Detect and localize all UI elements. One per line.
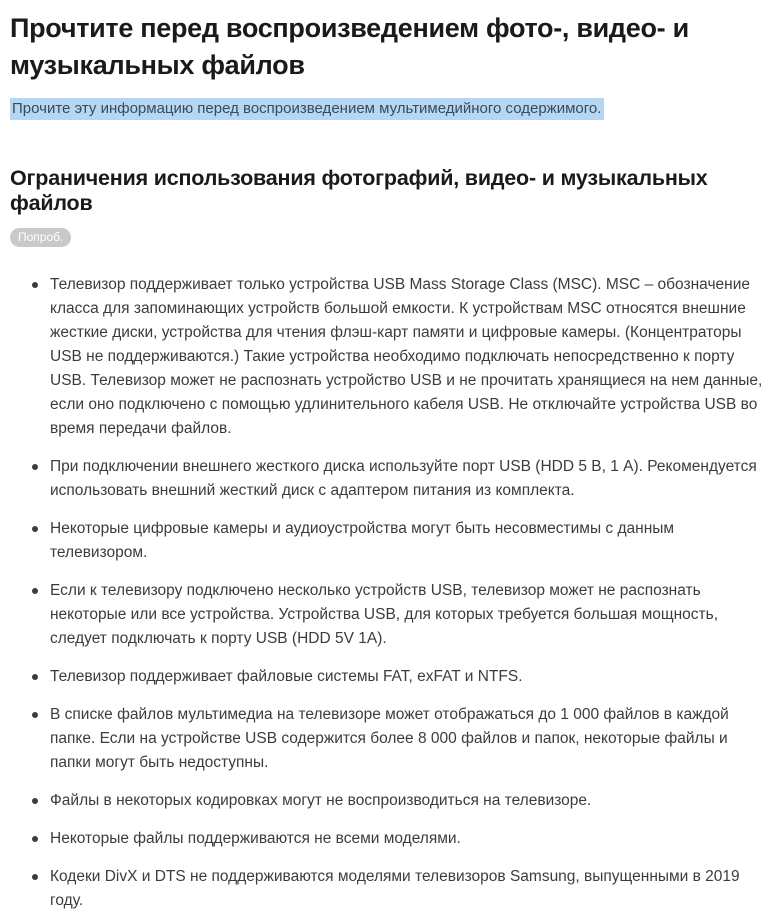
list-item: Телевизор поддерживает только устройства USB Mass Storage Class (MSC). MSC – обозначение класса для запоминающих устройств большой емкости. К устройствам MSC относятся внешние жесткие диски, устройства для чтения флэш-карт памяти и цифровые камеры. (Концентраторы USB не поддерживаются.) Такие устройства необходимо подключать непосредственно к порту USB. Телевизор может не распознать устройство USB и не прочитать хранящиеся на нем данные, если оно подключено с помощью удлинительного кабеля USB. Не отключайте устройства USB во время передачи файлов. xyxy=(10,273,765,441)
subtitle-selected-text: Прочите эту информацию перед воспроизведением мультимедийного содержимого. xyxy=(10,98,604,120)
restrictions-list xyxy=(10,273,765,913)
list-item: Некоторые цифровые камеры и аудиоустройства могут быть несовместимы с данным телевизором. xyxy=(10,517,765,565)
list-item: Некоторые файлы поддерживаются не всеми моделями. xyxy=(10,827,765,851)
list-item: При подключении внешнего жесткого диска используйте порт USB (HDD 5 В, 1 А). Рекомендуется использовать внешний жесткий диск с адаптером питания из комплекта. xyxy=(10,455,765,503)
section-heading: Ограничения использования фотографий, видео- и музыкальных файлов xyxy=(10,166,708,215)
list-item: Если к телевизору подключено несколько устройств USB, телевизор может не распознать некоторые или все устройства. Устройства USB, для которых требуется большая мощность, следует подключать к порту USB (HDD 5V 1A). xyxy=(10,579,765,651)
list-item: Кодеки DivX и DTS не поддерживаются моделями телевизоров Samsung, выпущенными в 2019 году. xyxy=(10,865,765,913)
subtitle-row xyxy=(10,98,769,119)
page-title: Прочтите перед воспроизведением фото-, видео- и музыкальных файлов xyxy=(10,13,689,80)
try-now-badge[interactable]: Попроб. xyxy=(10,228,71,247)
list-item: В списке файлов мультимедиа на телевизоре может отображаться до 1 000 файлов в каждой папке. Если на устройстве USB содержится более 8 000 файлов и папок, некоторые файлы и папки могут быть недоступны. xyxy=(10,703,765,775)
list-item: Файлы в некоторых кодировках могут не воспроизводиться на телевизоре. xyxy=(10,789,765,813)
list-item: Телевизор поддерживает файловые системы FAT, exFAT и NTFS. xyxy=(10,665,765,689)
